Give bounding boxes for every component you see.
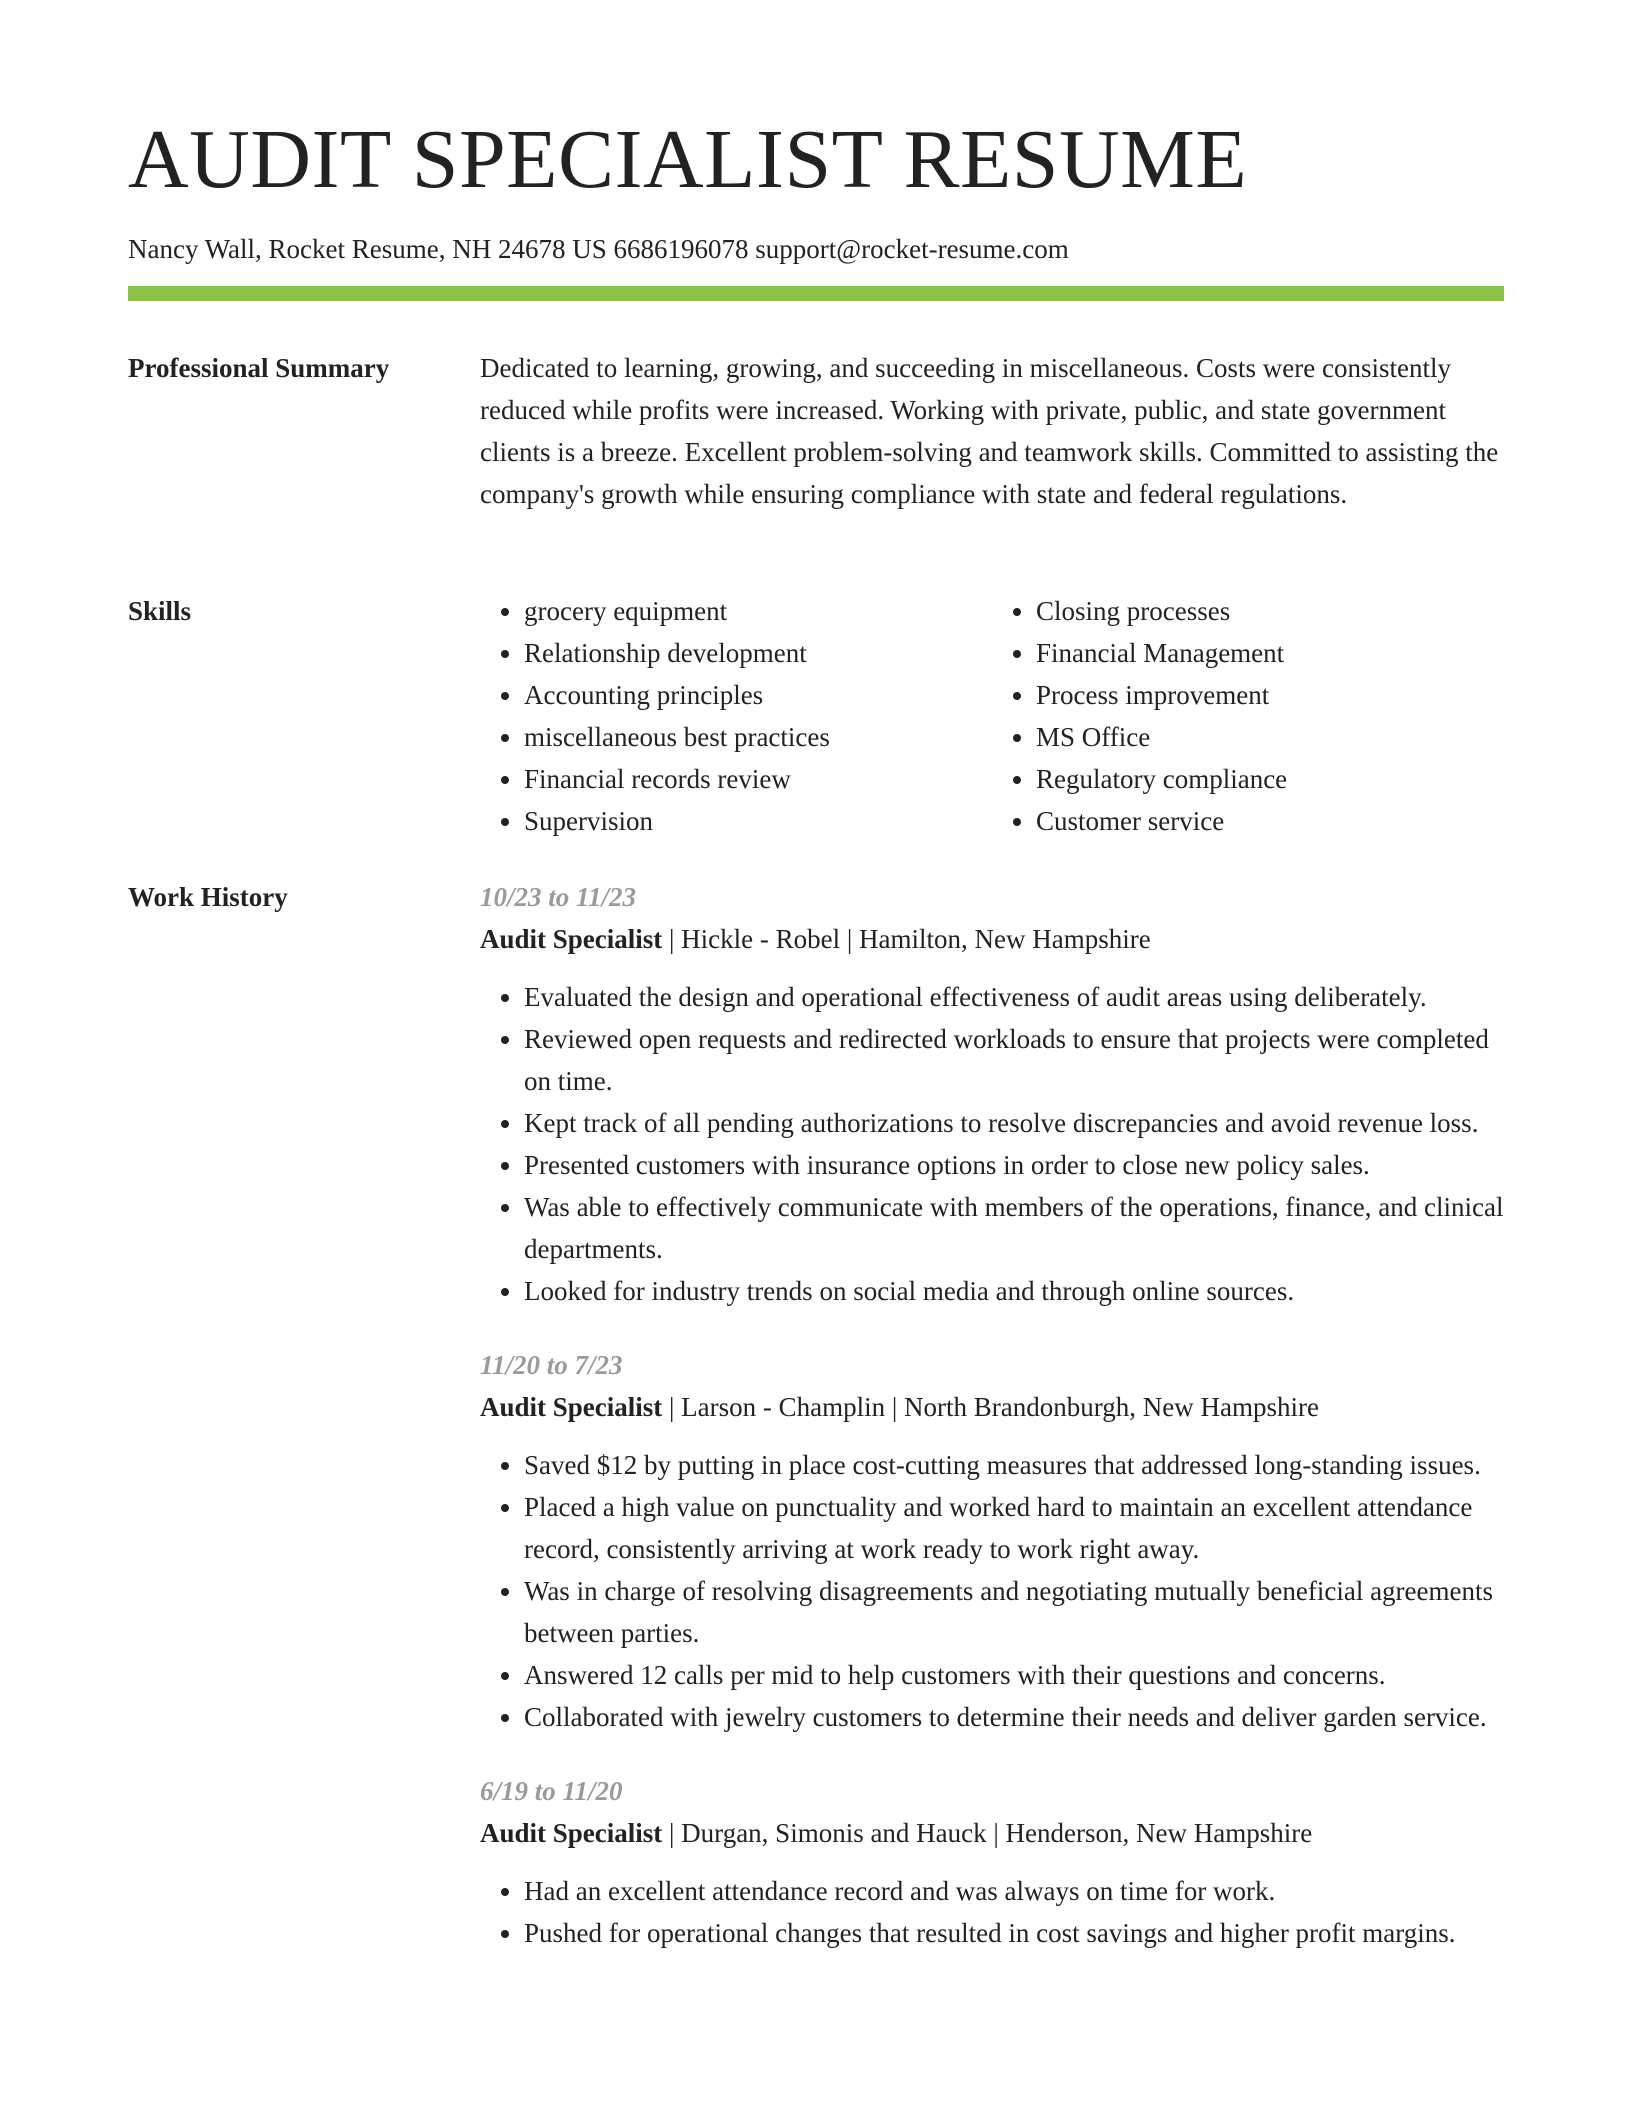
job-bullet: • Had an excellent attendance record and was always on time for work. xyxy=(524,1870,1504,1912)
job-title: Audit Specialist xyxy=(480,924,663,954)
section-label-work-history: Work History xyxy=(128,882,288,912)
job-entry xyxy=(480,876,1504,1312)
skill-item: • grocery equipment xyxy=(524,590,992,632)
job-bullet: • Looked for industry trends on social media and through online sources. xyxy=(524,1270,1504,1312)
job-bullets xyxy=(480,1444,1504,1738)
skill-item: • Closing processes xyxy=(1036,590,1504,632)
skill-item: • Customer service xyxy=(1036,800,1504,842)
skill-item: • Financial Management xyxy=(1036,632,1504,674)
job-title: Audit Specialist xyxy=(480,1392,663,1422)
job-bullet: • Presented customers with insurance options in order to close new policy sales. xyxy=(524,1144,1504,1186)
job-bullet: • Placed a high value on punctuality and worked hard to maintain an excellent attendance record, consistently arriving at work ready to work right away. xyxy=(524,1486,1504,1570)
skill-item: • Financial records review xyxy=(524,758,992,800)
skill-item: • Relationship development xyxy=(524,632,992,674)
summary-text: Dedicated to learning, growing, and succeeding in miscellaneous. Costs were consistently reduced while profits were increased. Working with private, public, and state government clients is a breeze. Excellent problem-solving and teamwork skills. Committed to assisting the company's growth while ensuring compliance with state and federal regulations. xyxy=(480,353,1499,509)
skills-columns xyxy=(480,590,1504,842)
skills-list-right xyxy=(992,590,1504,842)
skills-list-left xyxy=(480,590,992,842)
job-dates: 6/19 to 11/20 xyxy=(480,1776,623,1806)
job-bullets xyxy=(480,976,1504,1312)
skill-item: • Regulatory compliance xyxy=(1036,758,1504,800)
job-bullet: • Saved $12 by putting in place cost-cutting measures that addressed long-standing issues. xyxy=(524,1444,1504,1486)
section-label-skills: Skills xyxy=(128,596,192,626)
job-title-line xyxy=(480,1386,1504,1428)
job-entry xyxy=(480,1770,1504,1954)
skill-item: • miscellaneous best practices xyxy=(524,716,992,758)
contact-line: Nancy Wall, Rocket Resume, NH 24678 US 6686196078 support@rocket-resume.com xyxy=(128,234,1069,264)
job-bullet: • Was able to effectively communicate with members of the operations, finance, and clinical departments. xyxy=(524,1186,1504,1270)
section-label-summary: Professional Summary xyxy=(128,353,390,383)
job-title-line xyxy=(480,1812,1504,1854)
job-details: | Durgan, Simonis and Hauck | Henderson, New Hampshire xyxy=(662,1818,1313,1848)
job-dates: 10/23 to 11/23 xyxy=(480,882,637,912)
job-bullet: • Answered 12 calls per mid to help customers with their questions and concerns. xyxy=(524,1654,1504,1696)
skill-item: • MS Office xyxy=(1036,716,1504,758)
skill-item: • Process improvement xyxy=(1036,674,1504,716)
job-details: | Larson - Champlin | North Brandonburgh, New Hampshire xyxy=(662,1392,1319,1422)
job-bullet: • Reviewed open requests and redirected workloads to ensure that projects were completed on time. xyxy=(524,1018,1504,1102)
skill-item: • Supervision xyxy=(524,800,992,842)
resume-title: AUDIT SPECIALIST RESUME xyxy=(128,113,1248,206)
job-title-line xyxy=(480,918,1504,960)
job-bullet: • Evaluated the design and operational effectiveness of audit areas using deliberately. xyxy=(524,976,1504,1018)
summary-body xyxy=(480,347,1504,515)
job-details: | Hickle - Robel | Hamilton, New Hampshire xyxy=(662,924,1151,954)
job-title: Audit Specialist xyxy=(480,1818,663,1848)
job-dates: 11/20 to 7/23 xyxy=(480,1350,623,1380)
job-bullet: • Was in charge of resolving disagreements and negotiating mutually beneficial agreements between parties. xyxy=(524,1570,1504,1654)
skills-body xyxy=(480,590,1504,842)
job-entry xyxy=(480,1344,1504,1738)
work-history-body xyxy=(480,876,1504,1986)
accent-divider xyxy=(128,286,1504,301)
job-bullet: • Kept track of all pending authorizations to resolve discrepancies and avoid revenue loss. xyxy=(524,1102,1504,1144)
job-bullet: • Pushed for operational changes that resulted in cost savings and higher profit margins. xyxy=(524,1912,1504,1954)
skill-item: • Accounting principles xyxy=(524,674,992,716)
job-bullet: • Collaborated with jewelry customers to determine their needs and deliver garden service. xyxy=(524,1696,1504,1738)
job-bullets xyxy=(480,1870,1504,1954)
